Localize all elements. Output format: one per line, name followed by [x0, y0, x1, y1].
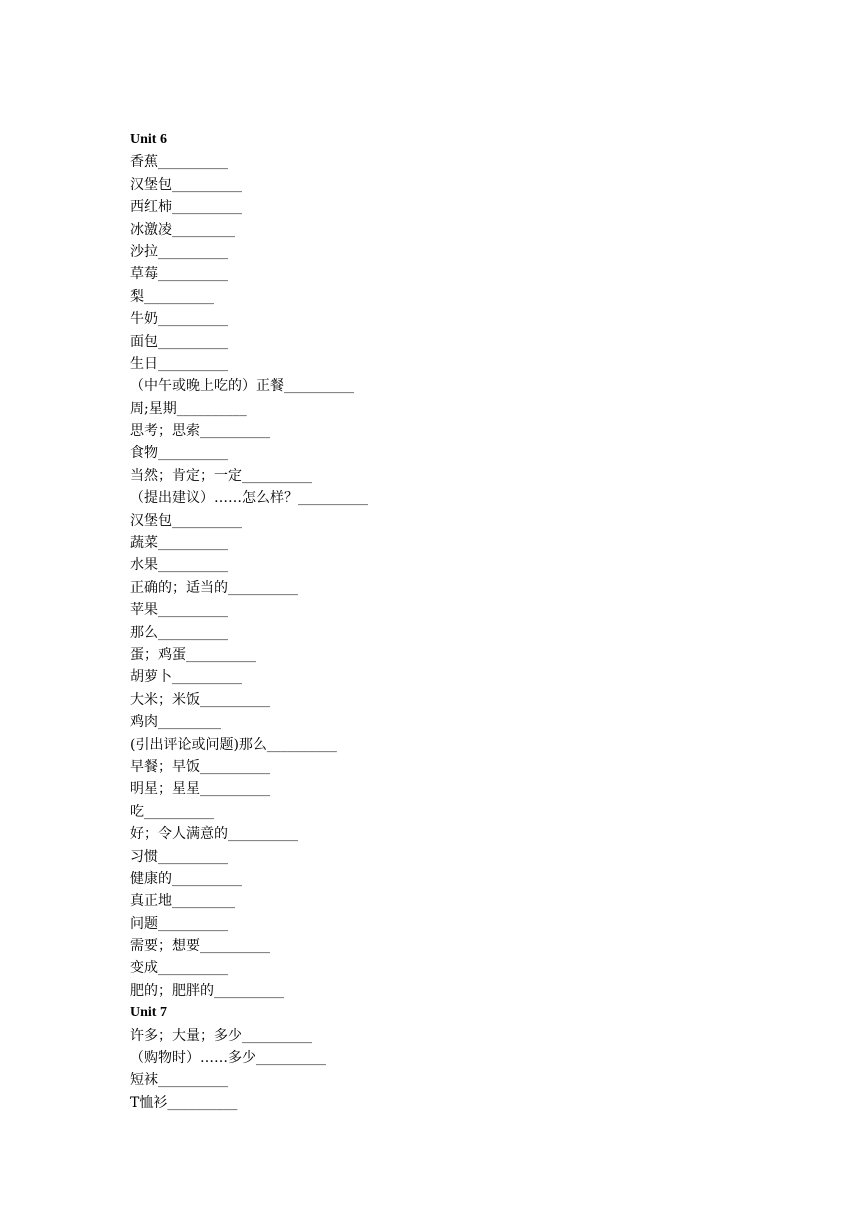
vocab-item: 面包__________ [130, 333, 228, 350]
vocab-item: 冰激凌_________ [130, 221, 235, 238]
section-unit-7-items [130, 1025, 810, 1115]
vocab-item: 周;星期__________ [130, 400, 247, 417]
vocab-item: 健康的__________ [130, 870, 242, 887]
vocab-item: 需要；想要__________ [130, 938, 270, 955]
vocab-item: 香蕉__________ [130, 154, 228, 171]
vocab-item: 水果__________ [130, 557, 228, 574]
vocab-item: 好；令人满意的__________ [130, 826, 298, 843]
vocab-item: 鸡肉_________ [130, 714, 221, 731]
vocab-item: 明星；星星__________ [130, 781, 270, 798]
vocab-item: 蔬菜__________ [130, 535, 228, 552]
vocab-item: 问题__________ [130, 915, 228, 932]
vocab-item: 早餐；早饭__________ [130, 758, 270, 775]
vocab-item: 胡萝卜__________ [130, 669, 242, 686]
vocab-item: 习惯__________ [130, 848, 228, 865]
worksheet [130, 129, 810, 1114]
vocab-item: 当然；肯定；一定__________ [130, 467, 312, 484]
vocab-item: 汉堡包__________ [130, 512, 242, 529]
vocab-item: 牛奶__________ [130, 311, 228, 328]
vocab-item: 汉堡包__________ [130, 176, 242, 193]
section-heading-unit-7: Unit 7 [130, 1005, 167, 1021]
vocab-item: 吃__________ [130, 803, 214, 820]
vocab-item: 短袜__________ [130, 1072, 228, 1089]
vocab-item: 思考；思索__________ [130, 423, 270, 440]
vocab-item: T恤衫__________ [130, 1094, 238, 1111]
section-heading-unit-6: Unit 6 [130, 132, 167, 147]
vocab-item: 生日__________ [130, 355, 228, 372]
vocab-item: 沙拉__________ [130, 243, 228, 260]
vocab-item: 真正地_________ [130, 893, 235, 910]
vocab-item: （购物时）……多少__________ [130, 1050, 326, 1067]
vocab-item: 变成__________ [130, 960, 228, 977]
vocab-item: 正确的；适当的__________ [130, 579, 298, 596]
vocab-item: 食物__________ [130, 445, 228, 462]
vocab-item: 肥的；肥胖的__________ [130, 982, 284, 999]
vocab-item: 梨__________ [130, 288, 214, 305]
vocab-item: 草莓__________ [130, 266, 228, 283]
vocab-item: 大米；米饭__________ [130, 691, 270, 708]
section-unit-6-items [130, 151, 810, 1002]
vocab-item: 苹果__________ [130, 602, 228, 619]
vocab-item: 西红柿__________ [130, 199, 242, 216]
vocab-item: 蛋；鸡蛋__________ [130, 646, 256, 663]
vocab-item: （提出建议）……怎么样？__________ [130, 490, 368, 507]
vocab-item: 许多；大量；多少__________ [130, 1027, 312, 1044]
vocab-item: (引出评论或问题)那么__________ [130, 736, 337, 753]
vocab-item: （中午或晚上吃的）正餐__________ [130, 378, 354, 395]
vocab-item: 那么__________ [130, 624, 228, 641]
